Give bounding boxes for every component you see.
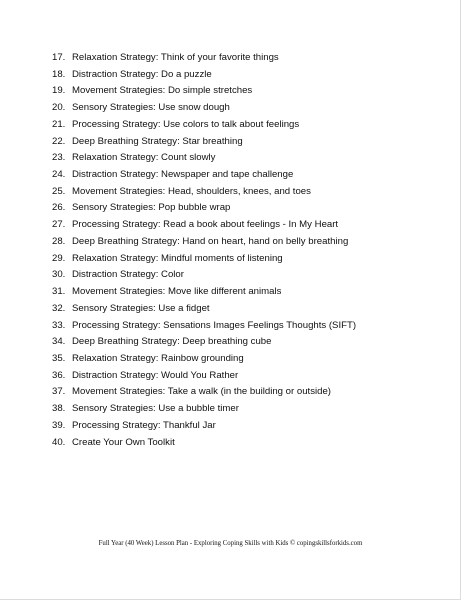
list-item <box>52 200 356 217</box>
item-text: Processing Strategy: Read a book about feelings - In My Heart <box>72 219 339 231</box>
item-text: Deep Breathing Strategy: Deep breathing cube <box>72 336 272 348</box>
item-number: 29. <box>52 252 66 264</box>
item-number: 32. <box>52 302 66 314</box>
item-text: Sensory Strategies: Use a fidget <box>72 302 210 314</box>
item-number: 22. <box>52 135 66 147</box>
list-item <box>52 301 356 318</box>
list-item <box>52 418 356 435</box>
list-item <box>52 234 356 251</box>
item-number: 23. <box>52 152 66 164</box>
list-item <box>52 435 356 452</box>
item-number: 20. <box>52 102 66 114</box>
item-text: Create Your Own Toolkit <box>72 436 175 448</box>
list-item <box>52 401 356 418</box>
item-number: 19. <box>52 85 66 97</box>
item-text: Movement Strategies: Do simple stretches <box>72 85 253 97</box>
item-number: 39. <box>52 419 66 431</box>
item-number: 24. <box>52 169 66 181</box>
list-item <box>52 50 356 67</box>
item-text: Distraction Strategy: Would You Rather <box>72 369 239 381</box>
item-text: Processing Strategy: Use colors to talk about feelings <box>72 118 300 130</box>
item-text: Sensory Strategies: Use a bubble timer <box>72 403 239 415</box>
item-text: Relaxation Strategy: Rainbow grounding <box>72 352 244 364</box>
item-text: Relaxation Strategy: Think of your favorite things <box>72 52 279 63</box>
item-number: 40. <box>52 436 66 448</box>
item-number: 31. <box>52 286 66 298</box>
item-text: Sensory Strategies: Pop bubble wrap <box>72 202 231 214</box>
item-text: Processing Strategy: Thankful Jar <box>72 419 216 431</box>
list-item <box>52 184 356 201</box>
item-number: 36. <box>52 369 66 381</box>
item-text: Relaxation Strategy: Mindful moments of listening <box>72 252 283 264</box>
item-text: Relaxation Strategy: Count slowly <box>72 152 216 164</box>
list-item <box>52 217 356 234</box>
list-item <box>52 100 356 117</box>
list-item <box>52 368 356 385</box>
page-footer: Full Year (40 Week) Lesson Plan - Exploring Coping Skills with Kids © copingskillsforkids.com <box>98 540 363 547</box>
list-item <box>52 150 356 167</box>
item-number: 28. <box>52 235 66 247</box>
item-number: 30. <box>52 269 66 281</box>
list-item <box>52 284 356 301</box>
list-item <box>52 267 356 284</box>
item-number: 37. <box>52 386 66 398</box>
item-number: 35. <box>52 352 66 364</box>
item-text: Distraction Strategy: Color <box>72 269 184 281</box>
list-item <box>52 318 356 335</box>
item-text: Movement Strategies: Take a walk (in the building or outside) <box>72 386 331 398</box>
item-text: Distraction Strategy: Do a puzzle <box>72 68 212 80</box>
list-item <box>52 167 356 184</box>
item-text: Processing Strategy: Sensations Images Feelings Thoughts (SIFT) <box>72 319 357 331</box>
list-item <box>52 134 356 151</box>
item-number: 25. <box>52 185 66 197</box>
item-text: Deep Breathing Strategy: Hand on heart, hand on belly breathing <box>72 235 349 247</box>
item-number: 26. <box>52 202 66 214</box>
item-number: 18. <box>52 68 66 80</box>
list-item <box>52 67 356 84</box>
list-item <box>52 117 356 134</box>
item-number: 21. <box>52 118 66 130</box>
item-number: 38. <box>52 403 66 415</box>
item-text: Distraction Strategy: Newspaper and tape challenge <box>72 169 294 181</box>
list-item <box>52 351 356 368</box>
strategy-list <box>52 50 356 451</box>
list-item <box>52 251 356 268</box>
item-number: 27. <box>52 219 66 231</box>
list-item <box>52 334 356 351</box>
item-text: Deep Breathing Strategy: Star breathing <box>72 135 243 147</box>
item-number: 34. <box>52 336 66 348</box>
item-number: 17. <box>52 52 66 63</box>
item-number: 33. <box>52 319 66 331</box>
item-text: Movement Strategies: Head, shoulders, knees, and toes <box>72 185 311 197</box>
list-item <box>52 384 356 401</box>
item-text: Movement Strategies: Move like different animals <box>72 286 282 298</box>
list-item <box>52 83 356 100</box>
item-text: Sensory Strategies: Use snow dough <box>72 102 230 114</box>
